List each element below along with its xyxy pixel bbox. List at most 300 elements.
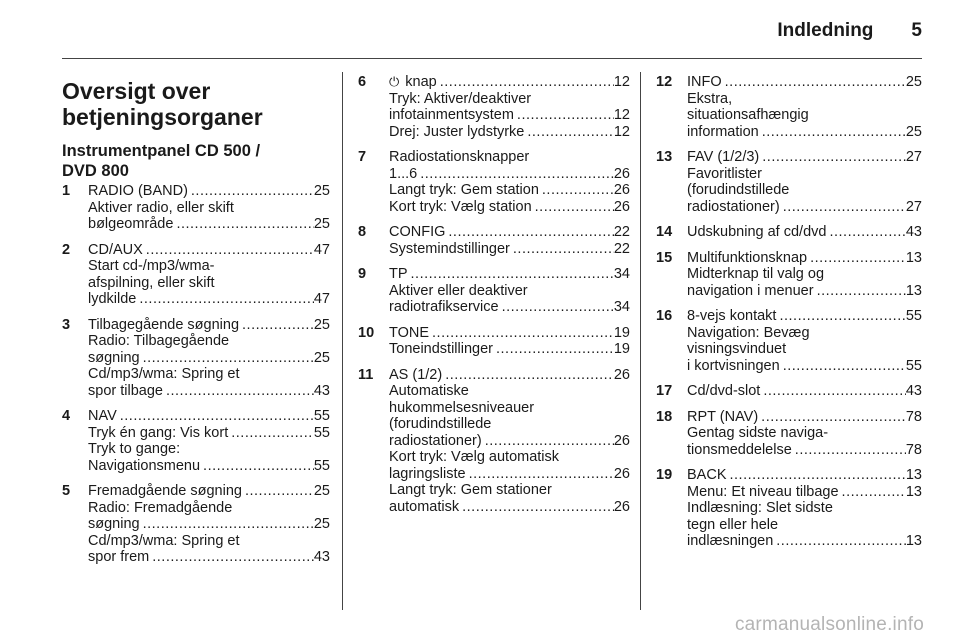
line-text: lydkilde bbox=[88, 291, 137, 307]
line-text: Multifunktionsknap bbox=[687, 249, 808, 266]
dot-leader bbox=[780, 358, 906, 375]
line-text: Favoritlister bbox=[687, 165, 762, 182]
header-rule bbox=[62, 58, 922, 59]
list-item bbox=[656, 409, 922, 459]
description-line bbox=[88, 242, 330, 259]
dot-leader bbox=[532, 199, 614, 216]
line-text: Tryk: Aktiver/deaktiver bbox=[389, 90, 532, 107]
dot-leader bbox=[117, 408, 314, 425]
page-reference: 47 bbox=[313, 241, 330, 258]
dot-leader bbox=[807, 250, 906, 267]
line-text: spor tilbage bbox=[88, 382, 163, 399]
line-text: Gentag sidste naviga- bbox=[687, 425, 829, 441]
list-item bbox=[62, 242, 330, 308]
line-text: Toneindstillinger bbox=[389, 341, 493, 357]
line-text: CONFIG bbox=[389, 224, 446, 240]
page-reference: 13 bbox=[905, 249, 922, 266]
item-description bbox=[687, 409, 922, 459]
item-description bbox=[389, 367, 630, 516]
description-line bbox=[88, 275, 330, 292]
item-number: 7 bbox=[358, 149, 367, 165]
line-text: Aktiver radio, eller skift bbox=[88, 199, 234, 216]
description-line bbox=[389, 241, 630, 258]
description-line bbox=[389, 124, 630, 141]
line-text: 8-vejs kontakt bbox=[687, 308, 777, 324]
line-text: (forudindstillede bbox=[687, 182, 790, 198]
page-reference: 55 bbox=[313, 424, 330, 441]
line-text: Midterknap til valg og bbox=[687, 266, 825, 282]
description-line bbox=[687, 308, 922, 325]
description-line bbox=[389, 283, 630, 300]
control-list bbox=[656, 74, 922, 550]
description-line bbox=[389, 199, 630, 216]
section-subtitle: Instrumentpanel CD 500 / DVD 800 bbox=[62, 142, 261, 180]
description-line bbox=[687, 182, 922, 199]
line-text: TONE bbox=[389, 324, 430, 341]
dot-leader bbox=[200, 458, 314, 475]
column-divider bbox=[640, 72, 641, 610]
description-line bbox=[389, 224, 630, 241]
description-line bbox=[687, 341, 922, 358]
item-number: 9 bbox=[358, 266, 367, 282]
line-text: Ekstra, bbox=[687, 90, 733, 107]
line-text: Langt tryk: Gem stationer bbox=[389, 482, 552, 498]
list-item bbox=[656, 308, 922, 374]
item-number: 6 bbox=[358, 74, 367, 90]
line-text: Tryk to gange: bbox=[88, 441, 181, 457]
description-line bbox=[687, 517, 922, 534]
dot-leader bbox=[759, 149, 906, 166]
list-item bbox=[656, 250, 922, 300]
page-reference: 27 bbox=[905, 198, 922, 215]
description-line bbox=[389, 466, 630, 483]
description-line bbox=[389, 149, 630, 166]
item-description bbox=[687, 467, 922, 550]
line-text: Aktiver eller deaktiver bbox=[389, 282, 528, 299]
item-number: 10 bbox=[358, 324, 375, 341]
item-description bbox=[687, 308, 922, 374]
item-number: 18 bbox=[656, 408, 673, 425]
line-text: Cd/dvd-slot bbox=[687, 383, 761, 399]
line-text: Start cd-/mp3/wma- bbox=[88, 258, 215, 274]
line-text: i kortvisningen bbox=[687, 357, 780, 374]
item-number: 8 bbox=[358, 224, 367, 240]
item-number: 4 bbox=[62, 408, 71, 424]
page-reference: 13 bbox=[905, 533, 922, 549]
list-item bbox=[358, 149, 630, 215]
item-number: 14 bbox=[656, 224, 673, 240]
description-line bbox=[687, 91, 922, 108]
item-description bbox=[389, 266, 630, 316]
dot-leader bbox=[722, 74, 906, 91]
page-reference: 13 bbox=[905, 483, 922, 500]
page-reference: 22 bbox=[613, 240, 630, 257]
line-text: Navigation: Bevæg bbox=[687, 324, 810, 341]
description-line bbox=[687, 358, 922, 375]
description-line bbox=[687, 425, 922, 442]
line-text: knap bbox=[405, 74, 437, 90]
description-line bbox=[88, 333, 330, 350]
page-reference: 26 bbox=[613, 432, 630, 449]
line-text: Udskubning af cd/dvd bbox=[687, 224, 827, 240]
description-line bbox=[687, 266, 922, 283]
page-reference: 34 bbox=[613, 266, 630, 282]
dot-leader bbox=[459, 499, 614, 516]
dot-leader bbox=[727, 467, 906, 484]
dot-leader bbox=[826, 224, 905, 241]
dot-leader bbox=[839, 484, 906, 501]
page-reference: 43 bbox=[313, 549, 330, 565]
page-reference: 43 bbox=[905, 224, 922, 240]
dot-leader bbox=[758, 409, 906, 426]
description-line bbox=[389, 400, 630, 417]
dot-leader bbox=[524, 124, 613, 141]
description-line bbox=[687, 250, 922, 267]
line-text: infotainmentsystem bbox=[389, 107, 514, 123]
description-line bbox=[389, 482, 630, 499]
list-item bbox=[358, 325, 630, 358]
item-number: 2 bbox=[62, 241, 71, 258]
description-line bbox=[88, 549, 330, 566]
page-reference: 25 bbox=[905, 74, 922, 90]
list-item bbox=[62, 317, 330, 400]
line-text: BACK bbox=[687, 467, 727, 483]
description-line bbox=[389, 367, 630, 384]
line-text: Navigationsmenu bbox=[88, 457, 201, 474]
description-line bbox=[88, 258, 330, 275]
dot-leader bbox=[499, 299, 614, 316]
item-number: 17 bbox=[656, 383, 673, 399]
dot-leader bbox=[408, 266, 614, 283]
list-item bbox=[358, 266, 630, 316]
description-line bbox=[687, 283, 922, 300]
page-reference: 12 bbox=[613, 107, 630, 123]
dot-leader bbox=[442, 367, 614, 384]
page-reference: 25 bbox=[313, 183, 330, 199]
list-item bbox=[656, 383, 922, 400]
item-description bbox=[389, 224, 630, 257]
dot-leader bbox=[239, 317, 314, 334]
dot-leader bbox=[510, 241, 614, 258]
page-reference: 25 bbox=[313, 483, 330, 499]
line-text: navigation i menuer bbox=[687, 282, 814, 299]
dot-leader bbox=[780, 199, 906, 216]
dot-leader bbox=[163, 383, 314, 400]
list-item bbox=[62, 483, 330, 566]
description-line bbox=[389, 449, 630, 466]
line-text: radiostationer) bbox=[687, 198, 780, 215]
line-text: situationsafhængig bbox=[687, 107, 809, 123]
description-line bbox=[88, 483, 330, 500]
line-text: TP bbox=[389, 266, 408, 282]
description-line bbox=[389, 416, 630, 433]
dot-leader bbox=[143, 242, 314, 259]
line-text: Tilbagegående søgning bbox=[88, 316, 240, 333]
item-number: 5 bbox=[62, 483, 71, 499]
page-reference: 25 bbox=[905, 123, 922, 140]
list-item bbox=[358, 74, 630, 140]
item-number: 19 bbox=[656, 467, 673, 483]
line-text: Radio: Fremadgående bbox=[88, 499, 233, 516]
description-line bbox=[687, 124, 922, 141]
list-item bbox=[358, 224, 630, 257]
line-text: Systemindstillinger bbox=[389, 240, 510, 257]
line-text: Kort tryk: Vælg automatisk bbox=[389, 449, 560, 465]
page-reference: 26 bbox=[613, 182, 630, 198]
line-text: FAV (1/2/3) bbox=[687, 149, 760, 165]
description-line bbox=[88, 366, 330, 383]
column-2 bbox=[358, 72, 630, 524]
description-line bbox=[687, 484, 922, 501]
line-text: lagringsliste bbox=[389, 465, 466, 482]
line-text: Indlæsning: Slet sidste bbox=[687, 500, 833, 516]
description-line bbox=[687, 325, 922, 342]
dot-leader bbox=[188, 183, 314, 200]
line-text: Cd/mp3/wma: Spring et bbox=[88, 532, 240, 549]
page-reference: 22 bbox=[613, 224, 630, 240]
page-reference: 26 bbox=[613, 165, 630, 182]
dot-leader bbox=[149, 549, 314, 566]
list-item bbox=[656, 149, 922, 215]
item-description bbox=[687, 149, 922, 215]
list-item bbox=[62, 408, 330, 474]
page-reference: 26 bbox=[613, 366, 630, 383]
description-line bbox=[88, 350, 330, 367]
description-line bbox=[687, 533, 922, 550]
description-line bbox=[389, 325, 630, 342]
item-description bbox=[88, 483, 330, 566]
dot-leader bbox=[759, 124, 906, 141]
page-reference: 47 bbox=[313, 291, 330, 307]
line-text: radiotrafikservice bbox=[389, 299, 499, 315]
description-line bbox=[88, 441, 330, 458]
description-line bbox=[88, 500, 330, 517]
description-line bbox=[687, 199, 922, 216]
line-text: visningsvinduet bbox=[687, 341, 787, 357]
line-text: radiostationer) bbox=[389, 432, 482, 449]
dot-leader bbox=[228, 425, 314, 442]
item-number: 12 bbox=[656, 74, 673, 90]
line-text: Kort tryk: Vælg station bbox=[389, 198, 532, 215]
control-list bbox=[358, 74, 630, 515]
line-text: AS (1/2) bbox=[389, 366, 443, 383]
line-text: afspilning, eller skift bbox=[88, 274, 215, 291]
description-line bbox=[687, 224, 922, 241]
control-list bbox=[62, 183, 330, 566]
running-head bbox=[777, 20, 922, 46]
page-reference: 19 bbox=[613, 341, 630, 357]
page-reference: 12 bbox=[613, 123, 630, 140]
description-line bbox=[389, 166, 630, 183]
dot-leader bbox=[140, 350, 314, 367]
list-item bbox=[62, 183, 330, 233]
dot-leader bbox=[429, 325, 614, 342]
page-reference: 27 bbox=[905, 149, 922, 165]
line-text: søgning bbox=[88, 349, 140, 366]
line-text: tegn eller hele bbox=[687, 516, 779, 533]
dot-leader bbox=[242, 483, 314, 500]
item-number: 13 bbox=[656, 149, 673, 165]
line-text: Tryk én gang: Vis kort bbox=[88, 424, 229, 441]
item-number: 16 bbox=[656, 308, 673, 324]
description-line bbox=[88, 425, 330, 442]
line-text: 1...6 bbox=[389, 165, 418, 182]
dot-leader bbox=[482, 433, 614, 450]
description-line bbox=[389, 107, 630, 124]
page-reference: 26 bbox=[613, 198, 630, 215]
item-description bbox=[687, 250, 922, 300]
item-number: 1 bbox=[62, 183, 71, 199]
watermark: carmanualsonline.info bbox=[734, 614, 924, 635]
page-reference: 25 bbox=[313, 516, 330, 532]
description-line bbox=[687, 107, 922, 124]
line-text: Cd/mp3/wma: Spring et bbox=[88, 366, 240, 382]
item-description bbox=[88, 408, 330, 474]
description-line bbox=[88, 533, 330, 550]
dot-leader bbox=[136, 291, 314, 308]
description-line bbox=[687, 74, 922, 91]
dot-leader bbox=[173, 216, 313, 233]
description-line bbox=[88, 200, 330, 217]
description-line bbox=[687, 500, 922, 517]
item-description bbox=[88, 242, 330, 308]
description-line bbox=[389, 182, 630, 199]
description-line bbox=[687, 383, 922, 400]
dot-leader bbox=[814, 283, 906, 300]
page-reference: 55 bbox=[905, 308, 922, 324]
page-reference: 55 bbox=[905, 357, 922, 374]
column-divider bbox=[342, 72, 343, 610]
description-line bbox=[389, 74, 630, 91]
page-reference: 13 bbox=[905, 282, 922, 299]
description-line bbox=[88, 291, 330, 308]
item-description bbox=[687, 383, 922, 400]
description-line bbox=[88, 183, 330, 200]
dot-leader bbox=[514, 107, 614, 124]
line-text: (forudindstillede bbox=[389, 416, 492, 432]
power-icon: ⏻ bbox=[389, 74, 400, 89]
page-reference: 55 bbox=[313, 457, 330, 474]
list-item bbox=[656, 467, 922, 550]
description-line bbox=[88, 408, 330, 425]
line-text: Automatiske bbox=[389, 383, 469, 399]
description-line bbox=[88, 383, 330, 400]
line-text: bølgeområde bbox=[88, 216, 174, 232]
description-line bbox=[389, 266, 630, 283]
description-line bbox=[389, 499, 630, 516]
list-item bbox=[656, 224, 922, 241]
page-reference: 12 bbox=[613, 74, 630, 90]
description-line bbox=[389, 433, 630, 450]
description-line bbox=[687, 409, 922, 426]
page-reference: 25 bbox=[313, 349, 330, 366]
line-text: spor frem bbox=[88, 549, 150, 565]
dot-leader bbox=[493, 341, 614, 358]
dot-leader bbox=[140, 516, 314, 533]
description-line bbox=[687, 166, 922, 183]
line-text: INFO bbox=[687, 74, 722, 90]
item-description bbox=[389, 74, 630, 140]
item-number: 11 bbox=[358, 366, 374, 383]
line-text: hukommelsesniveauer bbox=[389, 399, 535, 416]
page-reference: 43 bbox=[905, 383, 922, 399]
page-reference: 25 bbox=[313, 316, 330, 333]
item-number: 15 bbox=[656, 249, 673, 266]
dot-leader bbox=[760, 383, 906, 400]
page-reference: 19 bbox=[613, 324, 630, 341]
dot-leader bbox=[776, 308, 905, 325]
description-line bbox=[389, 383, 630, 400]
dot-leader bbox=[539, 182, 614, 199]
line-text: indlæsningen bbox=[687, 533, 774, 549]
description-line bbox=[687, 467, 922, 484]
description-line bbox=[88, 516, 330, 533]
item-description bbox=[389, 149, 630, 215]
page-reference: 13 bbox=[905, 467, 922, 483]
description-line bbox=[389, 299, 630, 316]
list-item bbox=[358, 367, 630, 516]
line-text: Fremadgående søgning bbox=[88, 483, 242, 499]
description-line bbox=[88, 458, 330, 475]
line-text: Radiostationsknapper bbox=[389, 149, 530, 165]
line-text: Menu: Et niveau tilbage bbox=[687, 483, 839, 500]
dot-leader bbox=[417, 166, 614, 183]
line-text: Drej: Juster lydstyrke bbox=[389, 123, 525, 140]
item-description bbox=[687, 224, 922, 241]
page-reference: 43 bbox=[313, 382, 330, 399]
item-description bbox=[88, 317, 330, 400]
dot-leader bbox=[445, 224, 613, 241]
page-reference: 25 bbox=[313, 216, 330, 232]
item-description bbox=[88, 183, 330, 233]
line-text: CD/AUX bbox=[88, 241, 143, 258]
page-reference: 78 bbox=[905, 408, 922, 425]
description-line bbox=[687, 442, 922, 459]
line-text: søgning bbox=[88, 516, 140, 532]
line-text: information bbox=[687, 123, 759, 140]
line-text: NAV bbox=[88, 408, 117, 424]
chapter-title: Indledning bbox=[777, 20, 874, 41]
description-line bbox=[88, 317, 330, 334]
item-number: 3 bbox=[62, 316, 71, 333]
column-3 bbox=[656, 72, 922, 559]
dot-leader bbox=[437, 74, 614, 91]
dot-leader bbox=[773, 533, 906, 550]
page-number: 5 bbox=[911, 20, 922, 41]
page-reference: 55 bbox=[313, 408, 330, 424]
description-line bbox=[687, 149, 922, 166]
description-line bbox=[88, 216, 330, 233]
line-text: RPT (NAV) bbox=[687, 408, 759, 425]
line-text: Langt tryk: Gem station bbox=[389, 182, 539, 198]
line-text: Radio: Tilbagegående bbox=[88, 333, 230, 349]
line-text: RADIO (BAND) bbox=[88, 183, 188, 199]
item-description bbox=[687, 74, 922, 140]
line-text: automatisk bbox=[389, 498, 460, 515]
page-reference: 26 bbox=[613, 498, 630, 515]
line-text: tionsmeddelelse bbox=[687, 441, 792, 458]
list-item bbox=[656, 74, 922, 140]
page-reference: 78 bbox=[905, 441, 922, 458]
page-reference: 26 bbox=[613, 465, 630, 482]
description-line bbox=[389, 91, 630, 108]
dot-leader bbox=[466, 466, 614, 483]
column-1 bbox=[62, 72, 330, 575]
description-line bbox=[389, 341, 630, 358]
section-title: Oversigt over betjeningsorganer bbox=[62, 78, 263, 130]
page-reference: 34 bbox=[613, 299, 630, 315]
dot-leader bbox=[792, 442, 906, 459]
